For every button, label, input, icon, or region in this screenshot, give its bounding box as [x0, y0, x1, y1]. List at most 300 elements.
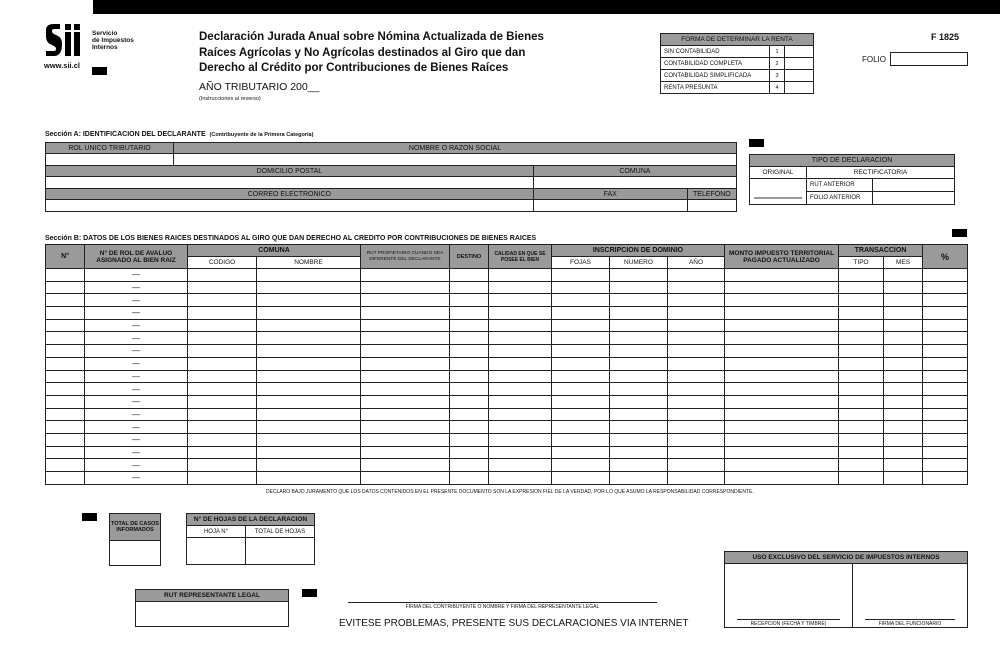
comuna-field[interactable]: [533, 177, 736, 189]
table-cell[interactable]: [839, 294, 884, 307]
col-num: N°: [46, 245, 85, 269]
table-cell[interactable]: [257, 357, 361, 370]
table-cell[interactable]: [839, 307, 884, 320]
section-b-table: [45, 244, 968, 485]
table-cell[interactable]: [489, 408, 552, 421]
table-cell[interactable]: [725, 459, 839, 472]
table-cell[interactable]: [884, 307, 923, 320]
table-cell[interactable]: [46, 357, 85, 370]
table-cell[interactable]: —: [85, 294, 188, 307]
table-cell[interactable]: [489, 319, 552, 332]
table-cell[interactable]: [923, 332, 968, 345]
table-cell[interactable]: [188, 383, 257, 396]
table-cell[interactable]: [668, 408, 725, 421]
table-cell[interactable]: [361, 357, 450, 370]
table-cell[interactable]: [884, 370, 923, 383]
table-cell[interactable]: [257, 446, 361, 459]
total-casos-box: [109, 513, 161, 566]
comuna-label: COMUNA: [533, 166, 736, 177]
table-cell[interactable]: [188, 357, 257, 370]
table-cell[interactable]: —: [85, 319, 188, 332]
table-cell[interactable]: —: [85, 472, 188, 485]
col-monto: MONTO IMPUESTO TERRITORIAL PAGADO ACTUALIZADO: [725, 245, 839, 269]
table-cell[interactable]: [923, 395, 968, 408]
table-cell[interactable]: [552, 269, 610, 282]
recepcion-cell[interactable]: [725, 564, 853, 628]
table-cell[interactable]: [610, 421, 668, 434]
table-cell[interactable]: [46, 332, 85, 345]
table-cell[interactable]: [923, 269, 968, 282]
table-cell[interactable]: —: [85, 433, 188, 446]
table-cell[interactable]: [839, 269, 884, 282]
col-rut-propietario: RUT PROPIETARIO CUANDO SEA DIFERENTE DEL DECLARANTE: [361, 245, 450, 269]
table-cell[interactable]: [489, 281, 552, 294]
rut-anterior-field[interactable]: [873, 179, 955, 192]
table-cell[interactable]: [923, 383, 968, 396]
funcionario-cell[interactable]: [853, 564, 968, 628]
renta-row-num: 4: [770, 82, 785, 94]
table-cell[interactable]: [361, 433, 450, 446]
table-cell[interactable]: [610, 408, 668, 421]
col-fojas: FOJAS: [552, 257, 610, 269]
table-cell[interactable]: [188, 319, 257, 332]
instructions-note: (Instrucciones al reverso): [199, 96, 261, 102]
table-cell[interactable]: —: [85, 269, 188, 282]
table-cell[interactable]: [725, 281, 839, 294]
table-cell[interactable]: [46, 294, 85, 307]
table-cell[interactable]: [610, 459, 668, 472]
fax-field[interactable]: [533, 200, 687, 212]
table-cell[interactable]: [668, 269, 725, 282]
table-cell[interactable]: [450, 281, 489, 294]
table-cell[interactable]: [839, 459, 884, 472]
table-cell[interactable]: [188, 332, 257, 345]
sii-logo: [44, 20, 88, 60]
table-cell[interactable]: [489, 294, 552, 307]
table-cell[interactable]: [552, 395, 610, 408]
table-cell[interactable]: [610, 472, 668, 485]
table-cell[interactable]: [450, 370, 489, 383]
table-cell[interactable]: [361, 383, 450, 396]
total-hojas-label: TOTAL DE HOJAS: [246, 526, 315, 538]
renta-row-label: SIN CONTABILIDAD: [661, 46, 770, 58]
table-cell[interactable]: [46, 408, 85, 421]
table-cell[interactable]: [257, 395, 361, 408]
table-cell[interactable]: [610, 319, 668, 332]
table-cell[interactable]: [884, 446, 923, 459]
table-cell[interactable]: [923, 408, 968, 421]
table-cell[interactable]: [725, 294, 839, 307]
table-cell[interactable]: [668, 332, 725, 345]
table-cell[interactable]: [552, 345, 610, 358]
table-cell[interactable]: [552, 446, 610, 459]
table-cell[interactable]: [188, 269, 257, 282]
table-cell[interactable]: [46, 421, 85, 434]
table-cell[interactable]: [610, 345, 668, 358]
table-cell[interactable]: —: [85, 332, 188, 345]
table-cell[interactable]: [610, 370, 668, 383]
table-cell[interactable]: [257, 281, 361, 294]
table-cell[interactable]: [884, 459, 923, 472]
table-cell[interactable]: [884, 408, 923, 421]
table-cell[interactable]: —: [85, 459, 188, 472]
table-cell[interactable]: [610, 433, 668, 446]
total-casos-label: TOTAL DE CASOS INFORMADOS: [110, 514, 161, 541]
table-cell[interactable]: [884, 294, 923, 307]
table-cell[interactable]: [46, 459, 85, 472]
table-cell[interactable]: [725, 370, 839, 383]
renta-checkbox[interactable]: [785, 70, 814, 82]
table-cell[interactable]: [884, 395, 923, 408]
table-cell[interactable]: [839, 446, 884, 459]
table-cell[interactable]: [257, 472, 361, 485]
table-cell[interactable]: [668, 383, 725, 396]
renta-row-label: RENTA PRESUNTA: [661, 82, 770, 94]
table-cell[interactable]: [552, 459, 610, 472]
table-cell[interactable]: [725, 446, 839, 459]
table-cell[interactable]: [361, 332, 450, 345]
table-cell[interactable]: [46, 472, 85, 485]
table-cell[interactable]: [46, 395, 85, 408]
table-cell[interactable]: [923, 307, 968, 320]
table-cell[interactable]: [450, 294, 489, 307]
table-cell[interactable]: [839, 357, 884, 370]
website: www.sii.cl: [44, 61, 80, 70]
table-cell[interactable]: [188, 433, 257, 446]
table-cell[interactable]: [552, 319, 610, 332]
table-cell[interactable]: [361, 395, 450, 408]
rut-rep-field[interactable]: [136, 602, 289, 627]
table-cell[interactable]: [839, 319, 884, 332]
table-cell[interactable]: [257, 307, 361, 320]
table-cell[interactable]: [610, 281, 668, 294]
table-cell[interactable]: [725, 357, 839, 370]
table-cell[interactable]: [839, 332, 884, 345]
table-cell[interactable]: [839, 395, 884, 408]
table-row: [46, 383, 968, 396]
table-cell[interactable]: [884, 332, 923, 345]
table-cell[interactable]: [450, 345, 489, 358]
table-cell[interactable]: [839, 421, 884, 434]
table-cell[interactable]: [923, 319, 968, 332]
table-cell[interactable]: [489, 446, 552, 459]
domicilio-field[interactable]: [46, 177, 534, 189]
table-cell[interactable]: [489, 459, 552, 472]
table-cell[interactable]: [923, 446, 968, 459]
table-cell[interactable]: [257, 370, 361, 383]
folio-input[interactable]: [890, 52, 968, 66]
table-cell[interactable]: [46, 281, 85, 294]
table-cell[interactable]: [188, 408, 257, 421]
table-cell[interactable]: [610, 294, 668, 307]
table-cell[interactable]: [839, 370, 884, 383]
table-cell[interactable]: [610, 307, 668, 320]
table-cell[interactable]: [450, 446, 489, 459]
table-cell[interactable]: [552, 383, 610, 396]
table-cell[interactable]: [923, 472, 968, 485]
col-rol: N° DE ROL DE AVALUO ASIGNADO AL BIEN RAIZ: [85, 245, 188, 269]
table-cell[interactable]: [489, 383, 552, 396]
table-cell[interactable]: —: [85, 370, 188, 383]
table-cell[interactable]: [450, 472, 489, 485]
table-cell[interactable]: —: [85, 383, 188, 396]
table-cell[interactable]: [668, 395, 725, 408]
table-cell[interactable]: [361, 446, 450, 459]
table-cell[interactable]: [257, 294, 361, 307]
table-cell[interactable]: [489, 395, 552, 408]
table-cell[interactable]: [923, 294, 968, 307]
table-cell[interactable]: —: [85, 395, 188, 408]
table-cell[interactable]: [552, 332, 610, 345]
table-cell[interactable]: —: [85, 307, 188, 320]
table-cell[interactable]: [552, 370, 610, 383]
table-cell[interactable]: [489, 421, 552, 434]
table-cell[interactable]: [884, 281, 923, 294]
table-cell[interactable]: [46, 433, 85, 446]
table-cell[interactable]: [610, 395, 668, 408]
fax-label: FAX: [533, 189, 687, 200]
table-cell[interactable]: [610, 357, 668, 370]
table-cell[interactable]: [257, 433, 361, 446]
table-cell[interactable]: [725, 395, 839, 408]
table-cell[interactable]: [188, 395, 257, 408]
table-cell[interactable]: [450, 332, 489, 345]
table-cell[interactable]: [725, 383, 839, 396]
table-cell[interactable]: [923, 345, 968, 358]
declaration-text: DECLARO BAJO JURAMENTO QUE LOS DATOS CONTENIDOS EN EL PRESENTE DOCUMENTO SON LA EXPRESION FIEL DE LA VERDAD, POR LO QUE ASUMO LA RESPONSABILIDAD CORRESPONDIENTE.: [266, 489, 754, 495]
table-cell[interactable]: [610, 446, 668, 459]
table-cell[interactable]: [552, 421, 610, 434]
table-cell[interactable]: [923, 370, 968, 383]
table-cell[interactable]: —: [85, 421, 188, 434]
table-cell[interactable]: [884, 345, 923, 358]
email-field[interactable]: [46, 200, 534, 212]
phone-field[interactable]: [687, 200, 736, 212]
marker-block: [92, 67, 107, 75]
table-cell[interactable]: [552, 281, 610, 294]
table-cell[interactable]: [450, 357, 489, 370]
table-cell[interactable]: [46, 345, 85, 358]
table-cell[interactable]: [839, 345, 884, 358]
table-cell[interactable]: —: [85, 408, 188, 421]
table-cell[interactable]: [489, 332, 552, 345]
table-cell[interactable]: [668, 472, 725, 485]
table-cell[interactable]: —: [85, 357, 188, 370]
rut-anterior-label: RUT ANTERIOR: [807, 179, 873, 192]
table-cell[interactable]: [725, 332, 839, 345]
table-cell[interactable]: [450, 307, 489, 320]
table-cell[interactable]: [668, 459, 725, 472]
table-cell[interactable]: [552, 357, 610, 370]
table-cell[interactable]: [923, 433, 968, 446]
table-cell[interactable]: [923, 281, 968, 294]
renta-checkbox[interactable]: [785, 58, 814, 70]
table-cell[interactable]: [450, 433, 489, 446]
tipo-rectificatoria[interactable]: RECTIFICATORIA: [807, 167, 955, 179]
table-cell[interactable]: [361, 281, 450, 294]
total-hojas-field[interactable]: [246, 538, 315, 565]
table-cell[interactable]: [489, 370, 552, 383]
table-cell[interactable]: [923, 421, 968, 434]
table-cell[interactable]: [450, 319, 489, 332]
table-cell[interactable]: [46, 370, 85, 383]
table-cell[interactable]: [668, 294, 725, 307]
table-cell[interactable]: —: [85, 345, 188, 358]
table-cell[interactable]: [668, 281, 725, 294]
table-cell[interactable]: [552, 408, 610, 421]
table-cell[interactable]: [923, 459, 968, 472]
table-cell[interactable]: [725, 433, 839, 446]
table-cell[interactable]: [725, 269, 839, 282]
table-cell[interactable]: —: [85, 281, 188, 294]
table-cell[interactable]: [725, 319, 839, 332]
table-cell[interactable]: [489, 357, 552, 370]
table-cell[interactable]: [450, 408, 489, 421]
table-cell[interactable]: [46, 307, 85, 320]
table-cell[interactable]: [839, 433, 884, 446]
table-cell[interactable]: [361, 319, 450, 332]
table-cell[interactable]: [552, 294, 610, 307]
table-cell[interactable]: [668, 319, 725, 332]
table-cell[interactable]: [610, 332, 668, 345]
table-cell[interactable]: [839, 281, 884, 294]
table-cell[interactable]: [884, 357, 923, 370]
table-cell[interactable]: [450, 383, 489, 396]
table-cell[interactable]: [839, 408, 884, 421]
table-cell[interactable]: [257, 332, 361, 345]
table-cell[interactable]: [361, 421, 450, 434]
table-cell[interactable]: [257, 459, 361, 472]
table-cell[interactable]: [489, 433, 552, 446]
table-cell[interactable]: [188, 281, 257, 294]
table-cell[interactable]: [725, 408, 839, 421]
table-cell[interactable]: [668, 307, 725, 320]
hoja-n-field[interactable]: [187, 538, 246, 565]
table-cell[interactable]: [489, 307, 552, 320]
table-cell[interactable]: [839, 472, 884, 485]
table-row: [46, 307, 968, 320]
table-cell[interactable]: [361, 345, 450, 358]
col-numero: NUMERO: [610, 257, 668, 269]
table-cell[interactable]: [450, 395, 489, 408]
renta-row-num: 2: [770, 58, 785, 70]
table-row: [46, 459, 968, 472]
form-code: F 1825: [931, 32, 960, 42]
table-cell[interactable]: [923, 357, 968, 370]
table-row: [46, 472, 968, 485]
table-cell[interactable]: [668, 370, 725, 383]
table-cell[interactable]: [450, 459, 489, 472]
table-cell[interactable]: [257, 319, 361, 332]
table-cell[interactable]: [489, 269, 552, 282]
table-cell[interactable]: [188, 345, 257, 358]
table-cell[interactable]: [489, 472, 552, 485]
table-cell[interactable]: [725, 421, 839, 434]
table-cell[interactable]: [257, 345, 361, 358]
table-cell[interactable]: [188, 294, 257, 307]
table-cell[interactable]: [839, 383, 884, 396]
col-destino: DESTINO: [450, 245, 489, 269]
table-cell[interactable]: [188, 459, 257, 472]
folio-anterior-field[interactable]: [873, 192, 955, 205]
total-casos-field[interactable]: [110, 541, 161, 566]
table-cell[interactable]: [489, 345, 552, 358]
table-cell[interactable]: [361, 269, 450, 282]
table-cell[interactable]: [668, 433, 725, 446]
table-cell[interactable]: [188, 472, 257, 485]
table-cell[interactable]: [725, 345, 839, 358]
marker-block: [82, 513, 97, 521]
table-cell[interactable]: [188, 307, 257, 320]
table-cell[interactable]: —: [85, 446, 188, 459]
table-cell[interactable]: [361, 370, 450, 383]
table-cell[interactable]: [361, 294, 450, 307]
phone-label: TELEFONO: [687, 189, 736, 200]
table-cell[interactable]: [884, 269, 923, 282]
table-cell[interactable]: [610, 383, 668, 396]
rut-label: ROL UNICO TRIBUTARIO: [46, 143, 174, 154]
table-cell[interactable]: [257, 269, 361, 282]
uso-exclusivo-title: USO EXCLUSIVO DEL SERVICIO DE IMPUESTOS INTERNOS: [725, 552, 968, 564]
table-cell[interactable]: [884, 421, 923, 434]
table-cell[interactable]: [552, 472, 610, 485]
table-cell[interactable]: [450, 421, 489, 434]
col-calidad: CALIDAD EN QUE SE POSEE EL BIEN: [489, 245, 552, 269]
renta-table-title: FORMA DE DETERMINAR LA RENTA: [661, 34, 814, 46]
table-cell[interactable]: [188, 446, 257, 459]
table-row: [46, 421, 968, 434]
table-cell[interactable]: [884, 383, 923, 396]
table-cell[interactable]: [668, 345, 725, 358]
table-cell[interactable]: [46, 269, 85, 282]
tipo-original[interactable]: ORIGINAL: [750, 167, 807, 179]
table-cell[interactable]: [188, 370, 257, 383]
table-cell[interactable]: [884, 319, 923, 332]
table-cell[interactable]: [46, 383, 85, 396]
table-cell[interactable]: [884, 433, 923, 446]
table-cell[interactable]: [361, 459, 450, 472]
table-cell[interactable]: [257, 383, 361, 396]
table-cell[interactable]: [552, 307, 610, 320]
hojas-title: N° DE HOJAS DE LA DECLARACION: [187, 514, 315, 526]
renta-checkbox[interactable]: [785, 82, 814, 94]
table-cell[interactable]: [361, 307, 450, 320]
name-field[interactable]: [174, 154, 737, 166]
table-cell[interactable]: [46, 446, 85, 459]
table-cell[interactable]: [725, 472, 839, 485]
table-cell[interactable]: [668, 357, 725, 370]
table-cell[interactable]: [610, 269, 668, 282]
renta-row-num: 1: [770, 46, 785, 58]
table-cell[interactable]: [257, 421, 361, 434]
table-cell[interactable]: [668, 446, 725, 459]
table-cell[interactable]: [552, 433, 610, 446]
table-cell[interactable]: [257, 408, 361, 421]
table-cell[interactable]: [188, 421, 257, 434]
table-cell[interactable]: [725, 307, 839, 320]
table-cell[interactable]: [361, 472, 450, 485]
table-cell[interactable]: [668, 421, 725, 434]
table-cell[interactable]: [884, 472, 923, 485]
recepcion-label: RECEPCION (FECHA Y TIMBRE): [737, 619, 840, 627]
table-cell[interactable]: [46, 319, 85, 332]
form-title: Declaración Jurada Anual sobre Nómina Actualizada de Bienes Raíces Agrícolas y No Agrícolas destinados al Giro que dan Derecho al Crédito por Contribuciones de Bienes Raíces: [199, 31, 544, 74]
signature-line[interactable]: [348, 602, 657, 603]
renta-checkbox[interactable]: [785, 46, 814, 58]
table-cell[interactable]: [450, 269, 489, 282]
table-cell[interactable]: [361, 408, 450, 421]
rut-field[interactable]: [46, 154, 174, 166]
